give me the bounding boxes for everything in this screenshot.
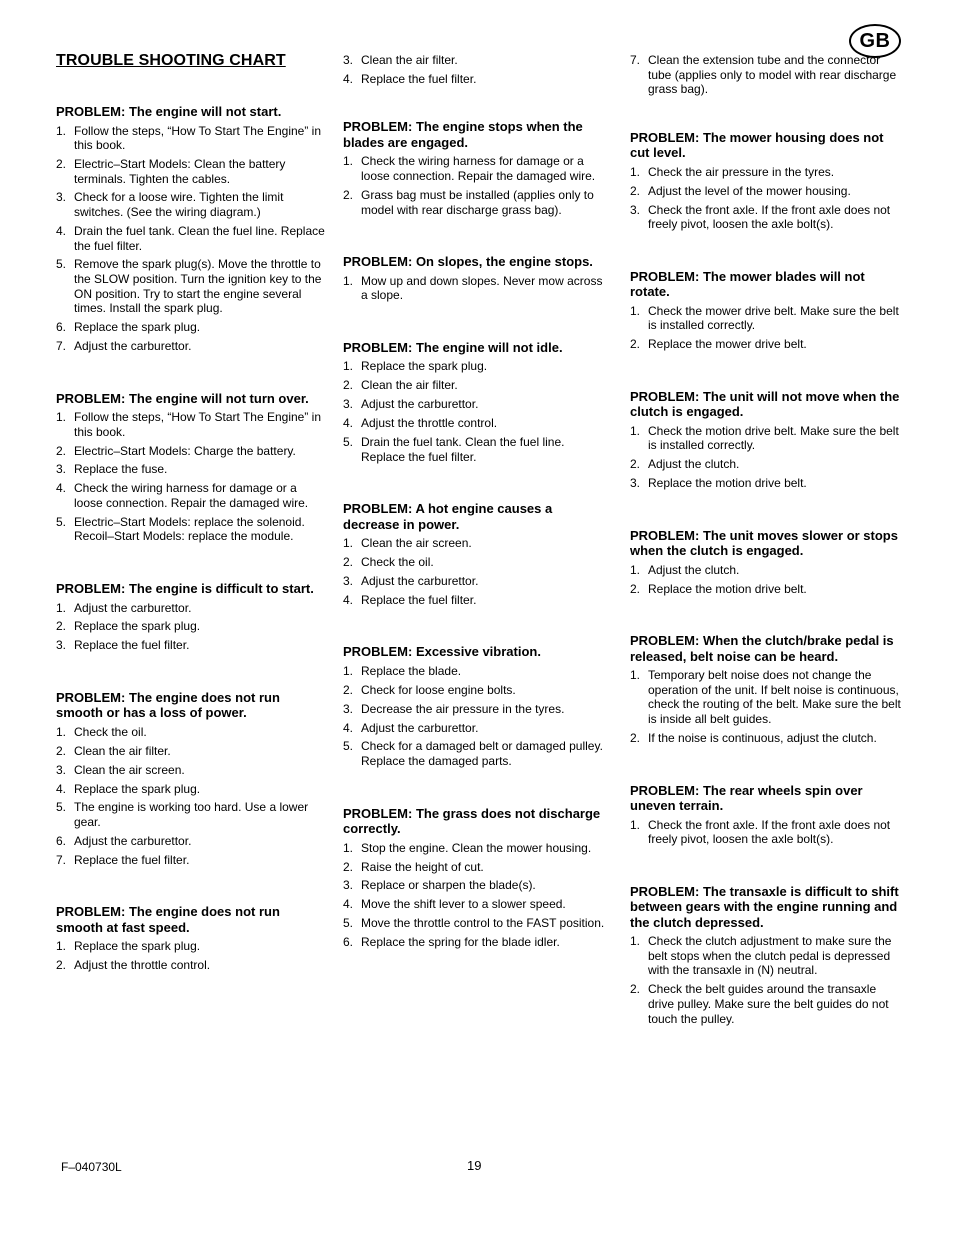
remedy-text: Adjust the carburettor. (74, 833, 192, 848)
remedy-text: Check the wiring harness for damage or a loose connection. Repair the damaged wire. (361, 154, 596, 184)
problem-heading: PROBLEM: The transaxle is difficult to shift between gears with the engine running and the clutch depressed. (630, 883, 899, 930)
problem-heading: PROBLEM: When the clutch/brake pedal is released, belt noise can be heard. (630, 633, 894, 664)
remedy-item (56, 257, 326, 315)
problem-section-continued (630, 53, 902, 97)
remedy-number: 2. (343, 378, 354, 393)
remedy-list (630, 818, 902, 847)
remedy-item (56, 462, 326, 477)
remedy-list (56, 725, 326, 868)
remedy-item (630, 337, 902, 352)
remedy-number: 1. (630, 817, 641, 832)
remedy-number: 2. (343, 554, 354, 569)
remedy-list (343, 274, 611, 303)
remedy-text: Replace the fuel filter. (361, 592, 477, 607)
column-1 (56, 104, 326, 1010)
remedy-text: Replace the spark plug. (74, 320, 201, 335)
remedy-number: 1. (56, 724, 67, 739)
problem-section (630, 528, 902, 596)
problem-section (56, 904, 326, 972)
remedy-number: 2. (630, 337, 641, 352)
remedy-number: 2. (630, 581, 641, 596)
remedy-number: 2. (630, 982, 641, 997)
remedy-text: Replace the motion drive belt. (648, 476, 807, 491)
remedy-item (56, 320, 326, 335)
remedy-item (343, 897, 611, 912)
problem-section (56, 104, 326, 354)
remedy-item (56, 763, 326, 778)
problem-heading: PROBLEM: The engine will not turn over. (56, 390, 309, 406)
remedy-item (56, 157, 326, 186)
remedy-number: 4. (343, 592, 354, 607)
remedy-item (56, 958, 326, 973)
remedy-text: Replace the mower drive belt. (648, 337, 807, 352)
remedy-item (56, 515, 326, 544)
problem-section (56, 690, 326, 868)
remedy-number: 3. (343, 397, 354, 412)
remedy-number: 2. (56, 443, 67, 458)
remedy-item (343, 739, 611, 768)
remedy-list (630, 165, 902, 232)
remedy-text: Replace the fuel filter. (361, 71, 477, 86)
remedy-number: 1. (630, 423, 641, 438)
remedy-number: 4. (56, 223, 67, 238)
remedy-item (630, 818, 902, 847)
remedy-text: Replace the spark plug. (361, 359, 488, 374)
page-title: TROUBLE SHOOTING CHART (56, 52, 286, 69)
remedy-text: Adjust the clutch. (648, 457, 740, 472)
remedy-item (630, 53, 902, 97)
remedy-number: 3. (56, 638, 67, 653)
remedy-item (343, 416, 611, 431)
remedy-text: Adjust the carburettor. (361, 573, 479, 588)
remedy-number: 1. (343, 359, 354, 374)
remedy-text: Check the clutch adjustment to make sure the belt stops when the clutch pedal is depressed with the transaxle in (N) neutral. (648, 934, 892, 978)
remedy-text: Electric–Start Models: replace the solenoid. Recoil–Start Models: replace the module. (74, 514, 305, 544)
remedy-number: 1. (56, 939, 67, 954)
remedy-number: 3. (56, 462, 67, 477)
remedy-number: 6. (56, 833, 67, 848)
remedy-item (630, 668, 902, 726)
problem-heading: PROBLEM: The rear wheels spin over uneven terrain. (630, 782, 863, 814)
remedy-number: 4. (343, 416, 354, 431)
remedy-number: 4. (343, 897, 354, 912)
remedy-item (56, 124, 326, 153)
remedy-text: Adjust the clutch. (648, 562, 740, 577)
remedy-text: Check the front axle. If the front axle does not freely pivot, loosen the axle bolt(s). (648, 817, 891, 847)
remedy-text: Decrease the air pressure in the tyres. (361, 701, 565, 716)
remedy-list (56, 939, 326, 972)
remedy-text: Check the motion drive belt. Make sure the belt is installed correctly. (648, 423, 899, 453)
remedy-text: Adjust the carburettor. (361, 397, 479, 412)
remedy-item (343, 683, 611, 698)
remedy-item (630, 304, 902, 333)
remedy-item (343, 555, 611, 570)
remedy-item (56, 853, 326, 868)
remedy-item (630, 424, 902, 453)
problem-heading: PROBLEM: The mower housing does not cut level. (630, 129, 884, 161)
remedy-number: 7. (56, 852, 67, 867)
remedy-item (630, 184, 902, 199)
remedy-text: Check the front axle. If the front axle does not freely pivot, loosen the axle bolt(s). (648, 202, 891, 232)
problem-section (630, 130, 902, 232)
remedy-item (343, 53, 611, 68)
remedy-number: 3. (343, 53, 354, 67)
remedy-text: Replace the spark plug. (74, 619, 201, 634)
remedy-text: Check the mower drive belt. Make sure the belt is installed correctly. (648, 303, 899, 333)
remedy-text: The engine is working too hard. Use a lower gear. (74, 800, 309, 830)
remedy-item (56, 481, 326, 510)
remedy-item (56, 725, 326, 740)
problem-heading: PROBLEM: The engine is difficult to start. (56, 581, 314, 597)
problem-heading: PROBLEM: The engine will not idle. (343, 339, 563, 355)
remedy-number: 1. (343, 840, 354, 855)
remedy-text: Drain the fuel tank. Clean the fuel line. Replace the fuel filter. (361, 434, 565, 464)
remedy-number: 1. (343, 154, 354, 169)
remedy-item (343, 359, 611, 374)
remedy-text: Replace the spring for the blade idler. (361, 935, 560, 950)
remedy-number: 1. (630, 934, 641, 949)
remedy-text: Replace the fuel filter. (74, 852, 190, 867)
remedy-number: 2. (343, 859, 354, 874)
remedy-number: 2. (343, 682, 354, 697)
remedy-text: Adjust the carburettor. (74, 339, 192, 353)
problem-heading: PROBLEM: The engine does not run smooth or has a loss of power. (56, 689, 280, 721)
remedy-item (343, 574, 611, 589)
remedy-number: 1. (630, 562, 641, 577)
remedy-text: Replace or sharpen the blade(s). (361, 878, 536, 893)
remedy-number: 2. (56, 958, 67, 973)
remedy-item (630, 582, 902, 597)
remedy-text: Adjust the level of the mower housing. (648, 183, 851, 198)
remedy-text: Check for a damaged belt or damaged pulley. Replace the damaged parts. (361, 739, 603, 769)
remedy-text: Check for loose engine bolts. (361, 682, 516, 697)
problem-heading: PROBLEM: The mower blades will not rotate. (630, 268, 865, 300)
remedy-text: Move the shift lever to a slower speed. (361, 897, 566, 912)
remedy-text: Replace the fuel filter. (74, 638, 190, 653)
problem-section (630, 783, 902, 847)
remedy-list (56, 601, 326, 653)
remedy-number: 3. (343, 573, 354, 588)
remedy-text: Follow the steps, “How To Start The Engine” in this book. (74, 410, 322, 439)
remedy-item (630, 203, 902, 232)
problem-heading: PROBLEM: On slopes, the engine stops. (343, 254, 593, 270)
remedy-text: Check the oil. (361, 554, 434, 569)
language-badge-label: GB (859, 29, 891, 52)
remedy-item (56, 601, 326, 616)
remedy-text: Adjust the carburettor. (361, 720, 479, 735)
remedy-list (630, 934, 902, 1026)
remedy-item (343, 916, 611, 931)
problem-heading: PROBLEM: A hot engine causes a decrease in power. (343, 501, 553, 532)
problem-section (343, 806, 611, 950)
remedy-item (343, 702, 611, 717)
remedy-text: Electric–Start Models: Charge the battery. (74, 443, 296, 458)
remedy-number: 2. (630, 730, 641, 745)
remedy-text: Temporary belt noise does not change the operation of the unit. If belt noise is continuous, check the routing of the belt. Make sure the belt is inside all belt guides. (648, 668, 901, 727)
remedy-item (56, 834, 326, 849)
column-2 (343, 53, 611, 987)
problem-section (56, 391, 326, 544)
remedy-item (56, 782, 326, 797)
remedy-list (630, 668, 902, 745)
remedy-list (343, 664, 611, 769)
remedy-text: Clean the extension tube and the connector tube (applies only to model with rear discharge grass bag). (648, 53, 897, 97)
problem-section (630, 389, 902, 491)
remedy-text: Clean the air filter. (361, 53, 458, 67)
remedy-number: 2. (630, 457, 641, 472)
remedy-item (343, 593, 611, 608)
remedy-number: 1. (630, 668, 641, 683)
remedy-list (630, 53, 902, 97)
remedy-list (56, 410, 326, 544)
problem-heading: PROBLEM: The grass does not discharge correctly. (343, 805, 601, 837)
remedy-number: 1. (630, 164, 641, 179)
remedy-number: 4. (56, 481, 67, 496)
problem-heading: PROBLEM: The engine will not start. (56, 104, 282, 119)
remedy-item (343, 188, 611, 217)
remedy-text: Follow the steps, “How To Start The Engine” in this book. (74, 123, 322, 153)
remedy-list (630, 304, 902, 352)
remedy-text: Check the wiring harness for damage or a loose connection. Repair the damaged wire. (74, 481, 309, 510)
problem-heading: PROBLEM: The engine does not run smooth at fast speed. (56, 904, 280, 935)
remedy-number: 5. (343, 739, 354, 754)
remedy-item (630, 982, 902, 1026)
remedy-item (343, 841, 611, 856)
remedy-list (343, 53, 611, 86)
problem-section (343, 340, 611, 464)
remedy-text: Replace the motion drive belt. (648, 581, 807, 596)
remedy-item (343, 274, 611, 303)
remedy-item (56, 800, 326, 829)
problem-section (343, 119, 611, 217)
remedy-text: Mow up and down slopes. Never mow across a slope. (361, 273, 603, 303)
remedy-item (56, 339, 326, 354)
remedy-number: 1. (343, 273, 354, 288)
problem-heading: PROBLEM: Excessive vibration. (343, 644, 541, 660)
remedy-number: 2. (343, 187, 354, 202)
document-code: F–040730L (61, 1160, 122, 1174)
remedy-item (343, 72, 611, 87)
remedy-number: 4. (343, 71, 354, 86)
remedy-number: 3. (56, 190, 67, 205)
remedy-item (630, 934, 902, 978)
remedy-list (630, 424, 902, 491)
remedy-item (343, 664, 611, 679)
remedy-item (343, 154, 611, 183)
remedy-item (630, 457, 902, 472)
remedy-number: 1. (630, 303, 641, 318)
remedy-number: 4. (343, 720, 354, 735)
remedy-number: 3. (630, 202, 641, 217)
problem-section (630, 633, 902, 745)
problem-section (630, 884, 902, 1026)
remedy-item (56, 619, 326, 634)
remedy-item (343, 435, 611, 464)
remedy-text: Clean the air screen. (361, 536, 472, 551)
problem-section (56, 581, 326, 653)
remedy-text: Clean the air filter. (74, 743, 171, 758)
remedy-item (343, 878, 611, 893)
remedy-text: Drain the fuel tank. Clean the fuel line. Replace the fuel filter. (74, 223, 325, 253)
remedy-number: 7. (56, 339, 67, 353)
remedy-list (343, 359, 611, 464)
remedy-number: 5. (343, 434, 354, 449)
remedy-item (56, 410, 326, 439)
problem-section (343, 644, 611, 768)
remedy-item (56, 744, 326, 759)
remedy-number: 2. (56, 743, 67, 758)
remedy-number: 3. (343, 878, 354, 893)
remedy-item (630, 731, 902, 746)
page-number: 19 (467, 1158, 482, 1173)
remedy-text: Stop the engine. Clean the mower housing. (361, 840, 592, 855)
remedy-list (56, 124, 326, 354)
remedy-number: 2. (630, 183, 641, 198)
remedy-item (343, 860, 611, 875)
remedy-item (56, 224, 326, 253)
problem-section (343, 501, 611, 607)
remedy-number: 4. (56, 781, 67, 796)
problem-heading: PROBLEM: The unit moves slower or stops when the clutch is engaged. (630, 527, 898, 559)
problem-section-continued (343, 53, 611, 86)
remedy-number: 2. (56, 156, 67, 171)
problem-section (630, 269, 902, 352)
remedy-text: Adjust the throttle control. (361, 416, 498, 431)
remedy-item (343, 397, 611, 412)
remedy-text: Check the belt guides around the transaxle drive pulley. Make sure the belt guides do not touch the pulley. (648, 982, 889, 1026)
remedy-item (343, 935, 611, 950)
remedy-text: Replace the spark plug. (74, 939, 201, 954)
remedy-text: Remove the spark plug(s). Move the throttle to the SLOW position. Turn the ignition key to the ON position. Try to start the engine several times. Install the spark plug. (74, 257, 322, 316)
remedy-text: Replace the blade. (361, 663, 462, 678)
column-3 (630, 53, 902, 1063)
problem-heading: PROBLEM: The engine stops when the blades are engaged. (343, 119, 583, 150)
remedy-list (630, 563, 902, 596)
remedy-list (343, 841, 611, 950)
remedy-item (630, 165, 902, 180)
remedy-text: Electric–Start Models: Clean the battery terminals. Tighten the cables. (74, 156, 286, 186)
remedy-number: 1. (343, 663, 354, 678)
remedy-text: Replace the spark plug. (74, 781, 201, 796)
remedy-item (343, 536, 611, 551)
remedy-number: 6. (343, 935, 354, 950)
remedy-number: 5. (56, 257, 67, 272)
remedy-number: 3. (343, 701, 354, 716)
remedy-list (343, 154, 611, 217)
remedy-number: 1. (56, 410, 67, 425)
remedy-number: 1. (343, 536, 354, 551)
remedy-item (56, 444, 326, 459)
remedy-number: 5. (56, 800, 67, 815)
remedy-number: 3. (56, 762, 67, 777)
remedy-number: 3. (630, 476, 641, 491)
remedy-item (343, 378, 611, 393)
remedy-text: Raise the height of cut. (361, 859, 484, 874)
remedy-number: 6. (56, 320, 67, 335)
remedy-text: If the noise is continuous, adjust the clutch. (648, 730, 877, 745)
remedy-item (56, 939, 326, 954)
remedy-text: Check for a loose wire. Tighten the limit switches. (See the wiring diagram.) (74, 190, 284, 220)
remedy-text: Adjust the carburettor. (74, 600, 192, 615)
problem-section (343, 254, 611, 303)
remedy-list (343, 536, 611, 607)
remedy-number: 5. (56, 514, 67, 529)
remedy-item (56, 638, 326, 653)
remedy-number: 1. (56, 123, 67, 138)
remedy-item (343, 721, 611, 736)
remedy-item (630, 563, 902, 578)
remedy-text: Clean the air filter. (361, 378, 458, 393)
remedy-number: 2. (56, 619, 67, 634)
remedy-number: 5. (343, 916, 354, 931)
remedy-number: 7. (630, 53, 641, 67)
remedy-text: Move the throttle control to the FAST position. (361, 916, 605, 931)
remedy-item (630, 476, 902, 491)
remedy-text: Replace the fuse. (74, 462, 168, 477)
remedy-number: 1. (56, 600, 67, 615)
remedy-text: Check the oil. (74, 724, 147, 739)
problem-heading: PROBLEM: The unit will not move when the clutch is engaged. (630, 388, 900, 420)
remedy-text: Clean the air screen. (74, 762, 185, 777)
remedy-text: Grass bag must be installed (applies only to model with rear discharge grass bag). (361, 187, 594, 217)
remedy-text: Adjust the throttle control. (74, 958, 211, 973)
remedy-text: Check the air pressure in the tyres. (648, 164, 835, 179)
remedy-item (56, 190, 326, 219)
